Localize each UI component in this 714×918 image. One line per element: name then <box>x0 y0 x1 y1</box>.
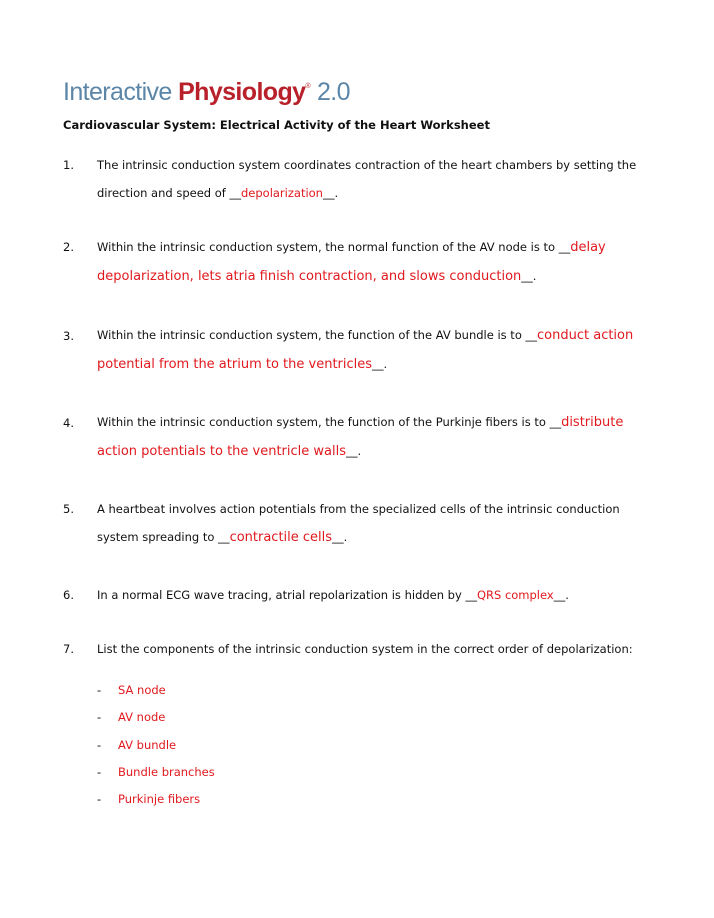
question-text: Within the intrinsic conduction system, the normal function of the AV node is to __delay <box>97 240 606 255</box>
answer: delay <box>570 240 606 255</box>
list-dash: - <box>97 765 102 779</box>
answer: contractile cells <box>229 530 333 545</box>
answer: potential from the atrium to the ventricles <box>97 357 373 372</box>
list-dash: - <box>97 683 102 697</box>
list-dash: - <box>97 792 102 806</box>
list-dash: - <box>97 738 102 752</box>
question-text: The intrinsic conduction system coordinates contraction of the heart chambers by setting the <box>97 158 637 172</box>
list-dash: - <box>97 710 102 724</box>
answer: depolarization, lets atria finish contraction, and slows conduction <box>97 269 522 284</box>
question-text-line2: direction and speed of __depolarization__. <box>97 186 339 200</box>
question-text: In a normal ECG wave tracing, atrial repolarization is hidden by __QRS complex__. <box>97 588 569 602</box>
question-number: 2. <box>63 240 74 254</box>
question-text: Within the intrinsic conduction system, the function of the AV bundle is to __conduct action <box>97 328 634 343</box>
question-number: 7. <box>63 642 74 656</box>
list-item: AV bundle <box>118 738 177 752</box>
list-item: Purkinje fibers <box>118 792 201 806</box>
answer: conduct action <box>537 328 634 343</box>
question-number: 6. <box>63 588 74 602</box>
question-number: 4. <box>63 416 74 430</box>
worksheet-title: Cardiovascular System: Electrical Activity of the Heart Worksheet <box>63 118 490 132</box>
list-item: Bundle branches <box>118 765 215 779</box>
question-text-line2: depolarization, lets atria finish contraction, and slows conduction__. <box>97 269 537 284</box>
interactive-physiology-logo: Interactive Physiology® 2.0 <box>63 78 350 106</box>
question-text: Within the intrinsic conduction system, the function of the Purkinje fibers is to __distribute <box>97 415 624 430</box>
answer: action potentials to the ventricle walls <box>97 444 346 459</box>
list-item: AV node <box>118 710 166 724</box>
question-number: 5. <box>63 502 74 516</box>
question-number: 3. <box>63 329 74 343</box>
question-text: List the components of the intrinsic conduction system in the correct order of depolarization: <box>97 642 633 656</box>
answer: QRS complex <box>476 588 554 602</box>
question-text-line2: potential from the atrium to the ventricles__. <box>97 357 388 372</box>
question-text: A heartbeat involves action potentials from the specialized cells of the intrinsic conduction <box>97 502 620 516</box>
question-text-line2: system spreading to __contractile cells__. <box>97 530 348 545</box>
answer: distribute <box>561 415 624 430</box>
question-text-line2: action potentials to the ventricle walls__. <box>97 444 362 459</box>
list-item: SA node <box>118 683 166 697</box>
answer: depolarization <box>240 186 323 200</box>
question-number: 1. <box>63 158 74 172</box>
